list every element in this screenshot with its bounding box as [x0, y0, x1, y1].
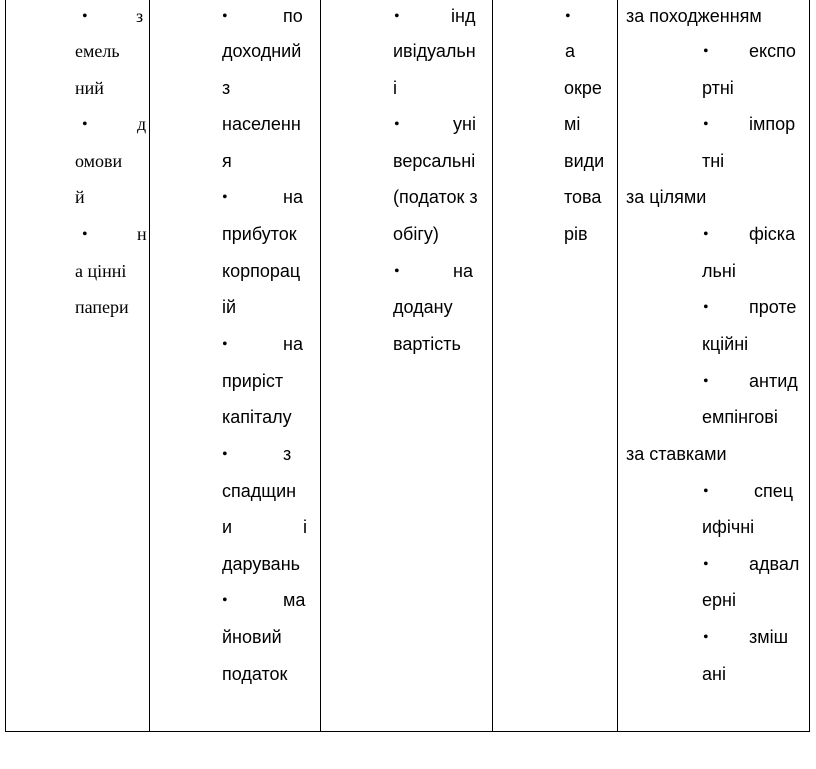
table-border-bottom — [5, 731, 810, 732]
cell-text: и — [222, 517, 233, 537]
bullet-icon: • — [222, 446, 228, 463]
cell-text: (податок з — [393, 187, 478, 207]
bullet-icon: • — [222, 189, 228, 206]
table-divider-3 — [492, 0, 493, 732]
cell-text: антид — [749, 371, 798, 391]
cell-text: спец — [754, 481, 794, 501]
section-heading: за походженням — [626, 6, 762, 26]
cell-text: по — [283, 6, 303, 26]
cell-text: дарувань — [222, 554, 301, 574]
table-border-left — [5, 0, 6, 732]
cell-text: тні — [702, 151, 725, 171]
cell-text: експо — [749, 41, 796, 61]
cell-text: мі — [564, 114, 581, 134]
cell-text: фіска — [749, 224, 796, 244]
cell-text: кційні — [702, 334, 749, 354]
table-border-right — [809, 0, 810, 732]
cell-text: версальні — [393, 151, 476, 171]
cell-text: емпінгові — [702, 407, 778, 427]
cell-text: проте — [749, 297, 797, 317]
bullet-icon: • — [394, 263, 400, 280]
cell-text: рів — [564, 224, 588, 244]
cell-text: ний — [75, 78, 104, 98]
cell-text: окре — [564, 78, 602, 98]
table-divider-4 — [617, 0, 618, 732]
cell-text: населенн — [222, 114, 301, 134]
cell-text: ртні — [702, 78, 734, 98]
bullet-icon: • — [703, 43, 709, 60]
section-heading: за цілями — [626, 187, 707, 207]
cell-text: зміш — [749, 627, 789, 647]
cell-text: папери — [75, 297, 129, 317]
bullet-icon: • — [82, 226, 88, 243]
cell-text: спадщин — [222, 481, 297, 501]
cell-text: омови — [75, 151, 123, 171]
cell-text: види — [564, 151, 605, 171]
cell-text: ерні — [702, 590, 736, 610]
cell-text: прибуток — [222, 224, 297, 244]
cell-text: ій — [222, 297, 237, 317]
section-heading: за ставками — [626, 444, 727, 464]
cell-text: емель — [75, 41, 120, 61]
cell-text: ані — [702, 664, 726, 684]
cell-text: а цінні — [75, 261, 127, 281]
cell-text: на — [283, 334, 303, 354]
bullet-icon: • — [703, 226, 709, 243]
cell-text: я — [222, 151, 232, 171]
cell-text: з — [136, 6, 144, 26]
cell-text: доходний — [222, 41, 302, 61]
cell-text: това — [564, 187, 602, 207]
cell-text: ивідуальн — [393, 41, 476, 61]
cell-text: з — [222, 78, 231, 98]
bullet-icon: • — [703, 373, 709, 390]
bullet-icon: • — [222, 592, 228, 609]
cell-text: додану — [393, 297, 453, 317]
bullet-icon: • — [703, 483, 709, 500]
bullet-icon: • — [82, 8, 88, 25]
bullet-icon: • — [565, 8, 571, 25]
cell-text: а — [565, 41, 576, 61]
cell-text: приріст — [222, 371, 284, 391]
bullet-icon: • — [703, 556, 709, 573]
bullet-icon: • — [703, 629, 709, 646]
bullet-icon: • — [82, 116, 88, 133]
cell-text: імпор — [749, 114, 796, 134]
cell-text: вартість — [393, 334, 461, 354]
bullet-icon: • — [222, 336, 228, 353]
bullet-icon: • — [394, 8, 400, 25]
cell-text: інд — [451, 6, 476, 26]
cell-text: корпорац — [222, 261, 301, 281]
cell-text: з — [283, 444, 292, 464]
cell-text: уні — [453, 114, 476, 134]
bullet-icon: • — [703, 299, 709, 316]
table-divider-1 — [149, 0, 150, 732]
cell-text: ма — [283, 590, 306, 610]
cell-text: і — [393, 78, 397, 98]
cell-text: обігу) — [393, 224, 439, 244]
cell-text: на — [453, 261, 473, 281]
cell-text: д — [137, 114, 147, 134]
cell-text: ифічні — [702, 517, 755, 537]
bullet-icon: • — [703, 116, 709, 133]
cell-text: капіталу — [222, 407, 292, 427]
table-divider-2 — [320, 0, 321, 732]
cell-text: н — [137, 224, 147, 244]
cell-text: йновий — [222, 627, 282, 647]
cell-text: адвал — [749, 554, 800, 574]
cell-text: і — [303, 517, 307, 537]
cell-text: льні — [702, 261, 736, 281]
cell-text: й — [75, 187, 85, 207]
cell-text: на — [283, 187, 303, 207]
bullet-icon: • — [222, 8, 228, 25]
cell-text: податок — [222, 664, 288, 684]
bullet-icon: • — [394, 116, 400, 133]
